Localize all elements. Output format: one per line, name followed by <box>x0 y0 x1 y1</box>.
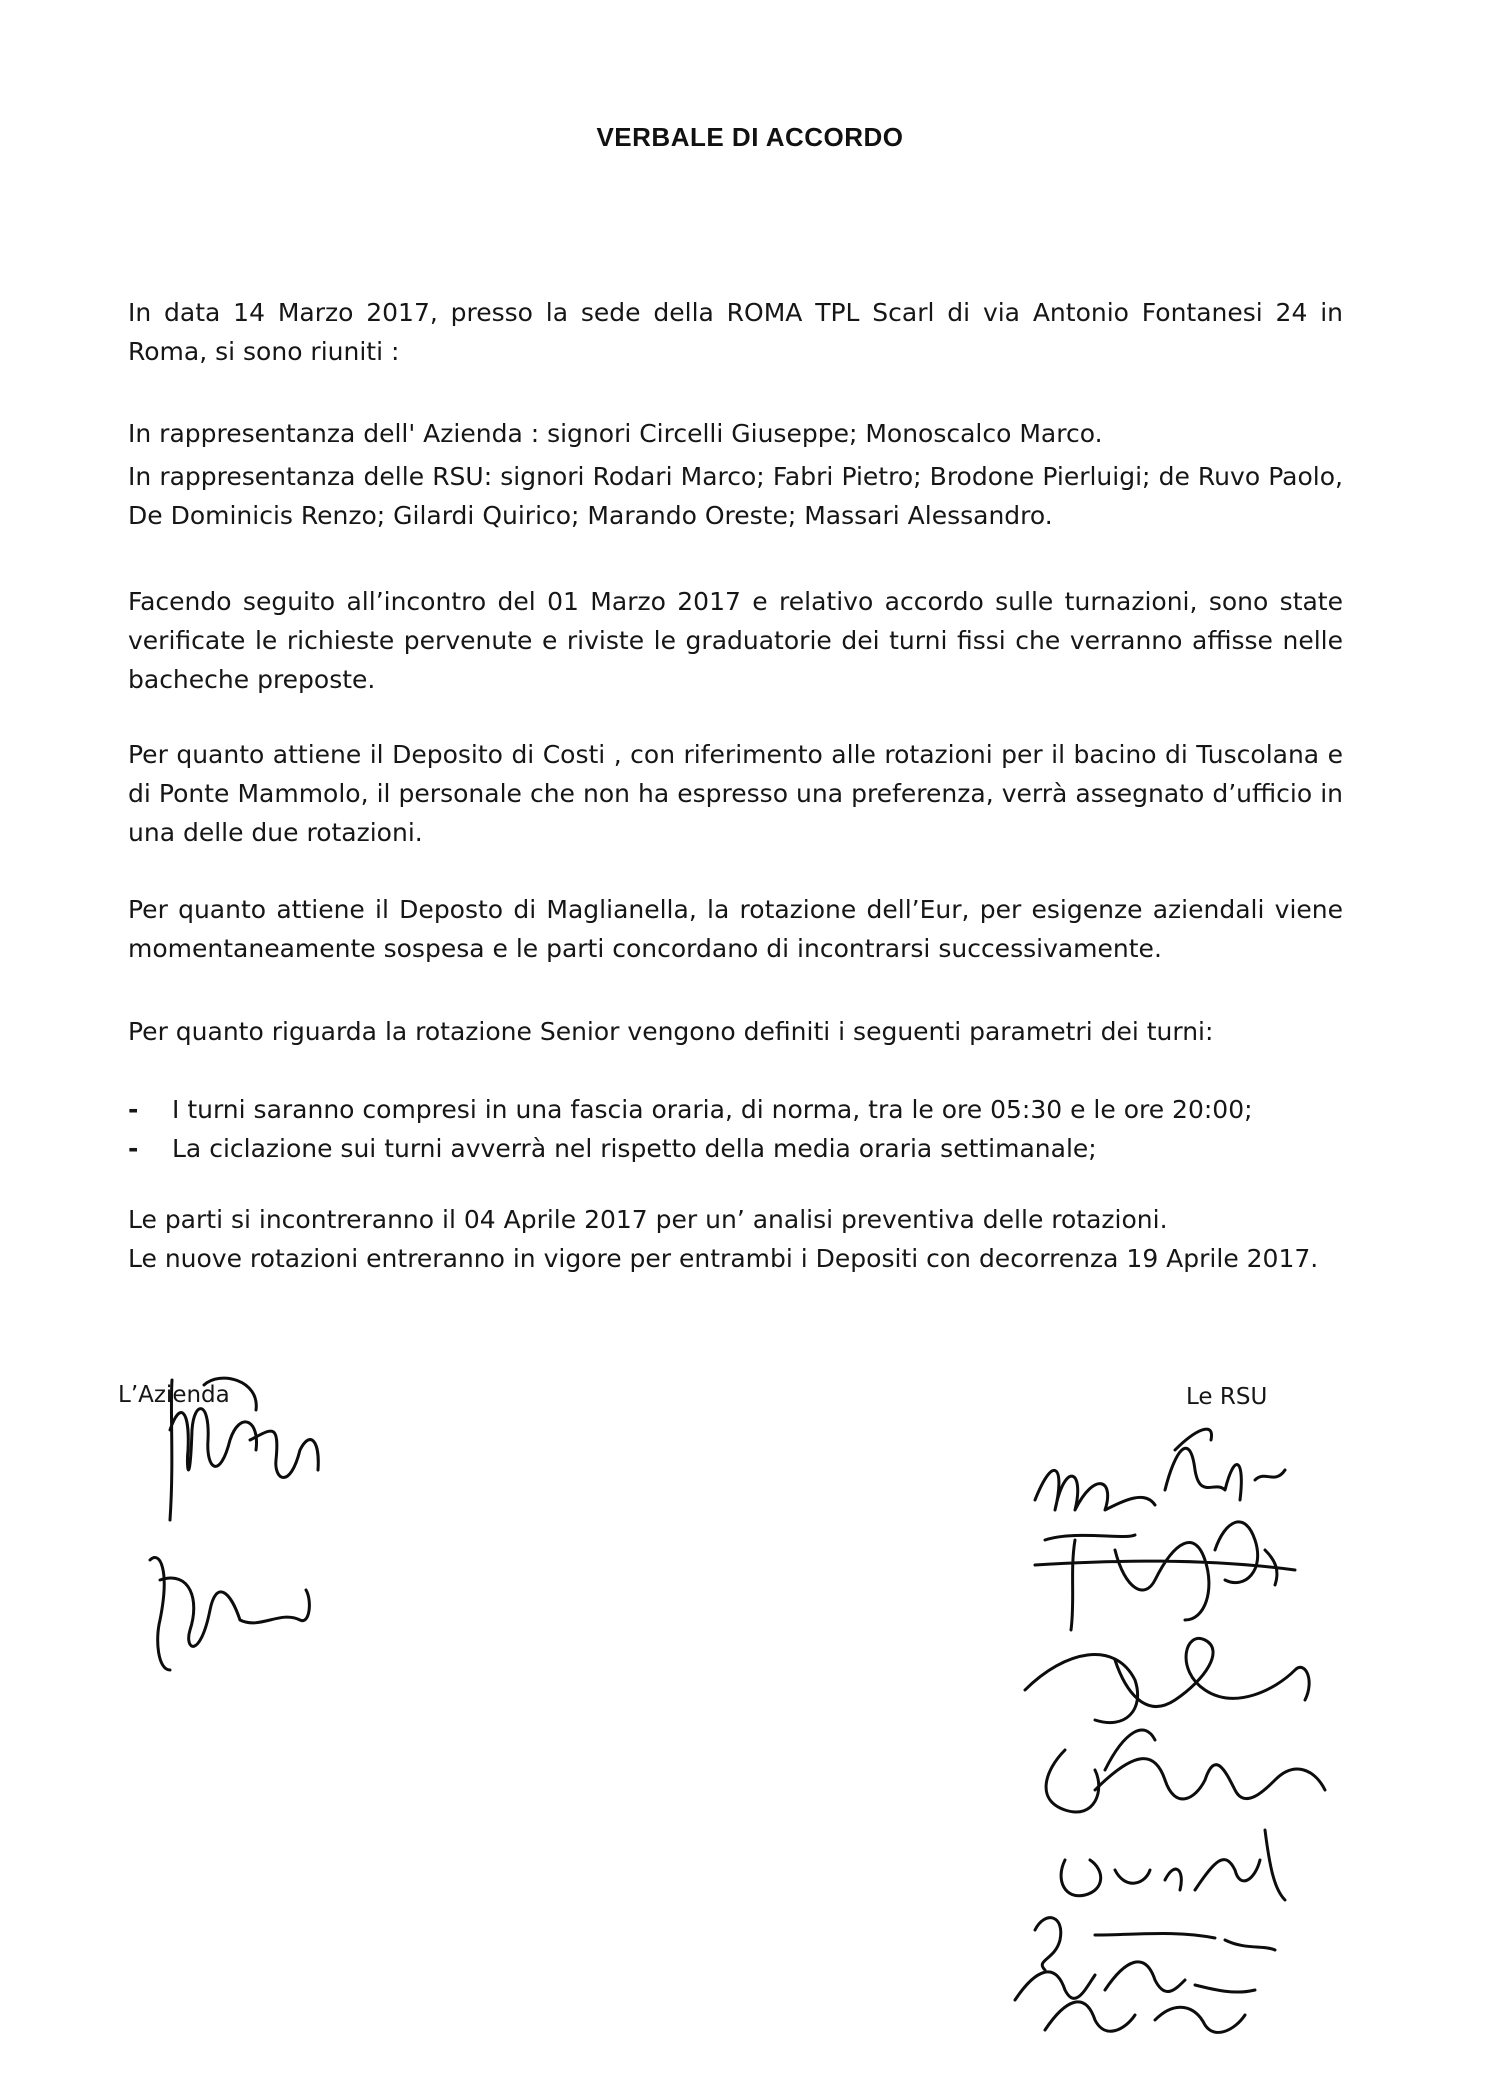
signature-stroke <box>170 1378 318 1520</box>
signature-stroke <box>150 1558 309 1671</box>
intro-paragraph: In data 14 Marzo 2017, presso la sede della ROMA TPL Scarl di via Antonio Fontanesi 24 in Roma, si sono riuniti : <box>128 298 1343 366</box>
bullet-item: - I turni saranno compresi in una fascia oraria, di norma, tra le ore 05:30 e le ore 20:00; <box>128 1090 1343 1129</box>
seguito-block <box>128 582 1343 699</box>
senior-paragraph: Per quanto riguarda la rotazione Senior vengono definiti i seguenti parametri dei turni: <box>128 1017 1214 1046</box>
azienda-signature-label: L’Azienda <box>118 1382 230 1408</box>
maglianella-paragraph: Per quanto attiene il Deposto di Maglianella, la rotazione dell’Eur, per esigenze aziendali viene momentaneamente sospesa e le parti concordano di incontrarsi successivamente. <box>128 895 1343 963</box>
signature-stroke <box>1025 1638 1309 1722</box>
signature-stroke <box>1035 1429 1285 1510</box>
rsu-representatives: In rappresentanza delle RSU: signori Rodari Marco; Fabri Pietro; Brodone Pierluigi; de Ruvo Paolo, De Dominicis Renzo; Gilardi Quirico; Marando Oreste; Massari Alessandro. <box>128 462 1343 530</box>
signature-stroke <box>1045 2002 1245 2033</box>
costi-block <box>128 735 1343 852</box>
turni-bullet-list <box>128 1090 1343 1168</box>
signature-stroke <box>1061 1830 1285 1900</box>
representatives-block <box>128 414 1343 535</box>
maglianella-block <box>128 890 1343 968</box>
signature-stroke <box>1015 1962 1255 2000</box>
rsu-signature-label: Le RSU <box>1186 1384 1268 1410</box>
signature-stroke <box>1046 1730 1325 1812</box>
azienda-signatures <box>130 1370 390 1690</box>
document-body <box>128 293 1343 371</box>
signature-stroke <box>1035 1522 1295 1630</box>
closing-block <box>128 1200 1343 1278</box>
decorrenza-paragraph: Le nuove rotazioni entreranno in vigore per entrambi i Depositi con decorrenza 19 Aprile 2017. <box>128 1244 1319 1273</box>
document-title: VERBALE DI ACCORDO <box>596 122 904 152</box>
signature-stroke <box>1035 1918 1275 1970</box>
senior-block <box>128 1012 1343 1051</box>
bullet-item: - La ciclazione sui turni avverrà nel rispetto della media oraria settimanale; <box>128 1129 1343 1168</box>
incontro-paragraph: Le parti si incontreranno il 04 Aprile 2017 per un’ analisi preventiva delle rotazioni. <box>128 1205 1168 1234</box>
costi-paragraph: Per quanto attiene il Deposito di Costi , con riferimento alle rotazioni per il bacino di Tuscolana e di Ponte Mammolo, il personale che non ha espresso una preferenza, verrà assegnato d’ufficio in una delle due rotazioni. <box>128 740 1343 847</box>
bullets-block <box>128 1090 1343 1168</box>
azienda-representatives: In rappresentanza dell' Azienda : signori Circelli Giuseppe; Monoscalco Marco. <box>128 419 1103 448</box>
seguito-paragraph: Facendo seguito all’incontro del 01 Marzo 2017 e relativo accordo sulle turnazioni, sono state verificate le richieste pervenute e riviste le graduatorie dei turni fissi che verranno affisse nelle bacheche preposte. <box>128 587 1343 694</box>
rsu-signatures <box>975 1390 1395 2030</box>
